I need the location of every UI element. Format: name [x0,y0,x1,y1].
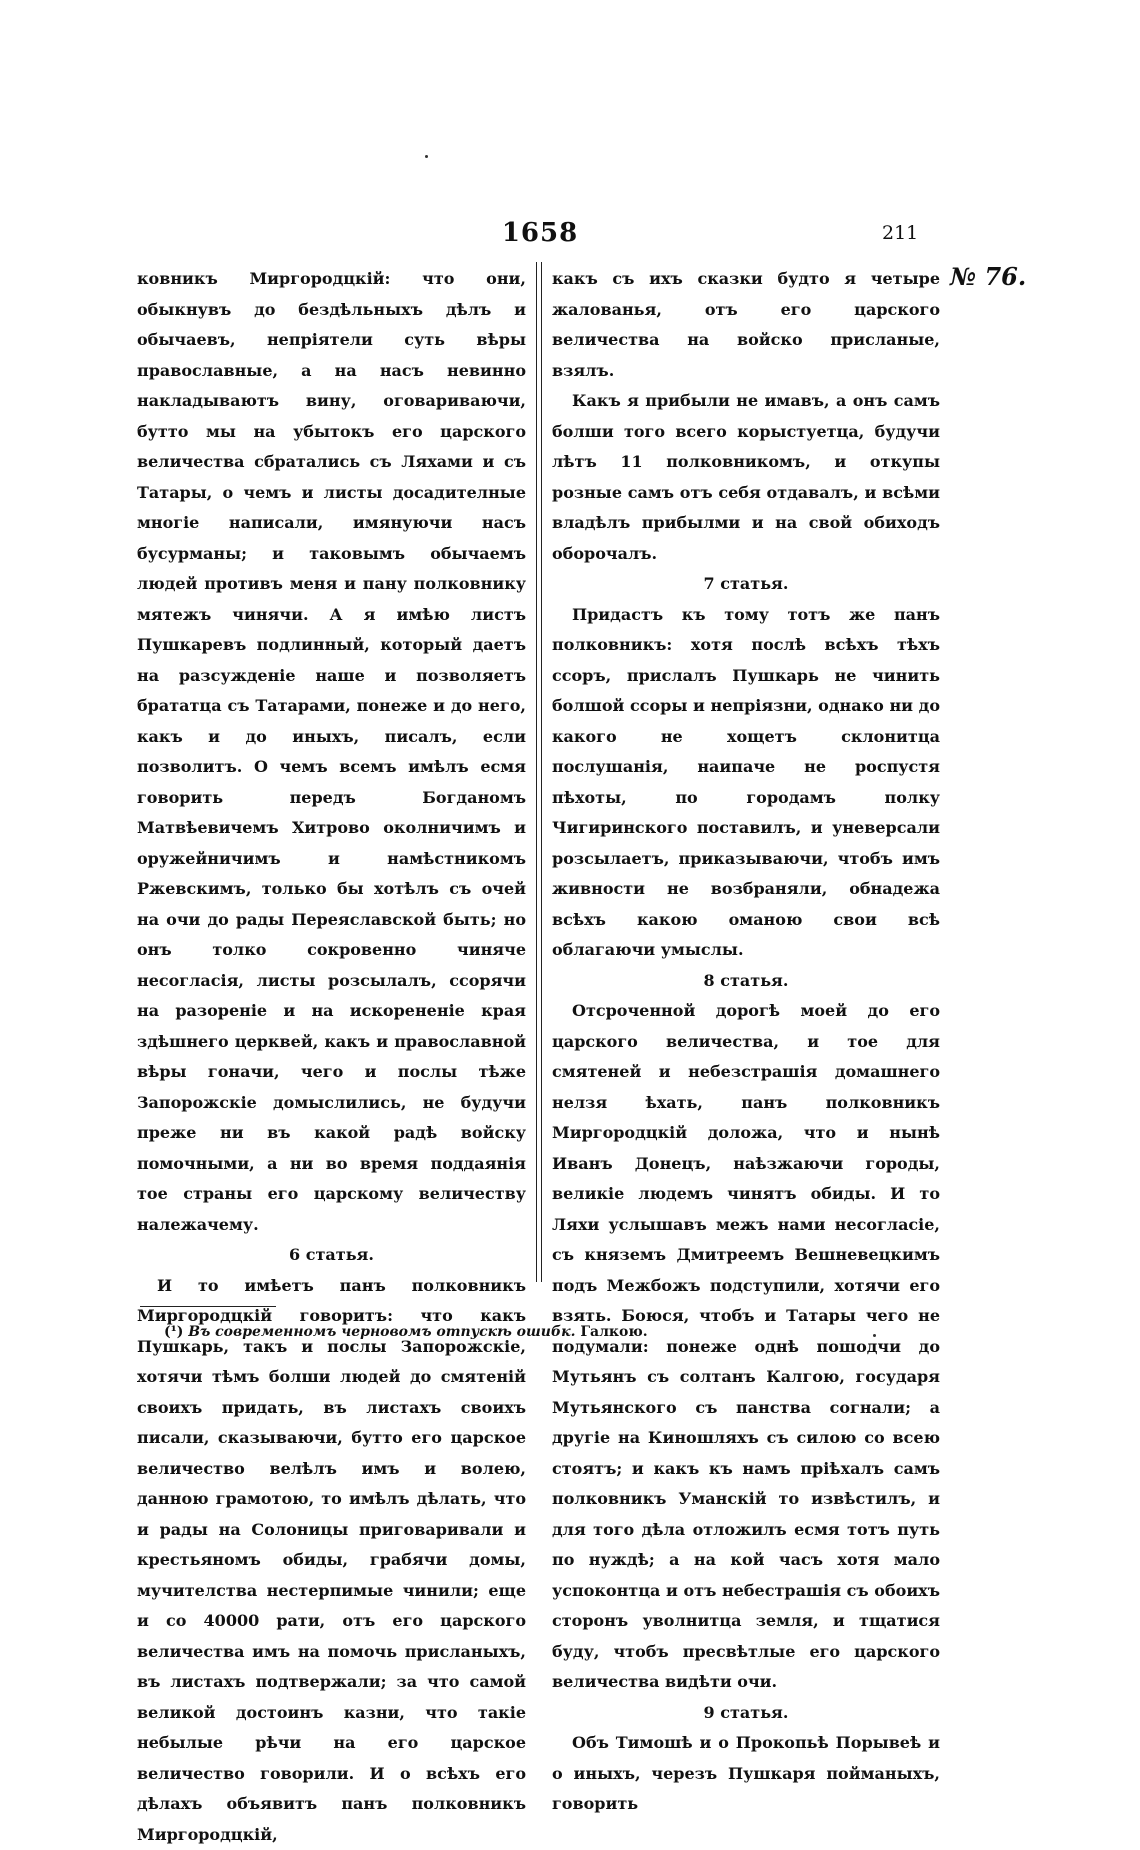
article-heading-8: 8 статья. [552,966,940,997]
page-number: 211 [882,222,918,244]
paragraph: Отсроченной дорогѣ моей до его царского величества, и тое для смятеней и небезстрашія домашнего нелзя ѣхать, панъ полковникъ Миргородцкій доложа, что и нынѣ Иванъ Донецъ, наѣзжаючи городы, великіе людемъ чинятъ обиды. И то Ляхи услышавъ межъ нами несогласіе, съ княземъ Дмитреемъ Вешневецкимъ подъ Межбожъ подступили, хотячи его взять. Боюся, чтобъ и Татары чего не подумали: понеже однѣ пошодчи до Мутьянъ съ солтанъ Калгою, государя Мутьянского съ панства согнали; а другіе на Киношляхъ съ силою со всею стоятъ; и какъ къ намъ пріѣхалъ самъ полковникъ Уманскій то извѣстилъ, и для того дѣла отложилъ есмя тотъ путь по нуждѣ; а на кой часъ хотя мало успоконтца и отъ небестрашія съ обоихъ сторонъ уволнитца земля, и тщатися буду, чтобъ пресвѣтлые его царского величества видѣти очи. [552,996,940,1698]
footnote-italic: Въ современномъ черновомъ отпускѣ ошибк. [188,1324,575,1340]
footnote-marker: (¹) [164,1324,183,1340]
paragraph: ковникъ Миргородцкій: что они, обыкнувъ до бездѣльныхъ дѣлъ и обычаевъ, непріятели суть вѣры православные, а на насъ невинно накладываютъ вину, оговариваючи, бутто мы на убытокъ его царского величества сбратались съ Ляхами и съ Татары, о чемъ и листы досадителные многіе написали, имянуючи насъ бусурманы; и таковымъ обычаемъ людей противъ меня и пану полковнику мятежъ чинячи. А я имѣю листъ Пушкаревъ подлинный, который даетъ на разсужденіе наше и позволяетъ брататца съ Татарами, понеже и до него, какъ и до иныхъ, писалъ, если позволитъ. О чемъ всемъ имѣлъ есмя говорить передъ Богданомъ Матвѣевичемъ Хитрово околничимъ и оружейничимъ и намѣстникомъ Ржевскимъ, только бы хотѣлъ съ очей на очи до рады Переяславской быть; но онъ толко сокровенно чиняче несогласія, листы розсылалъ, ссорячи на разореніе и на искорененіе края здѣшнего церквей, какъ и православной вѣры гоначи, чего и послы тѣже Запорожскіе домыслились, не будучи преже ни въ какой радѣ войску помочными, а ни во время поддаянія тое страны его царскому величеству належачему. [137,264,526,1240]
speck [425,155,428,158]
right-column [552,264,940,1820]
left-column [137,264,526,1850]
paragraph: И то имѣетъ панъ полковникъ Миргородцкій говоритъ: что какъ Пушкарь, такъ и послы Запорожскіе, хотячи тѣмъ болши людей до смятеній своихъ придать, въ листахъ своихъ писали, сказываючи, бутто его царское величество велѣлъ имъ и волею, данною грамотою, то имѣлъ дѣлать, что и рады на Солоницы приговаривали и крестьяномъ обиды, грабячи домы, мучителства нестерпимые чинили; еще и со 40000 рати, отъ его царского величества имъ на помочь присланыхъ, въ листахъ подтвержали; за что самой великой достоинъ казни, что такіе небылые рѣчи на его царское величество говорили. И о всѣхъ его дѣлахъ объявитъ панъ полковникъ Миргородцкій, [137,1271,526,1850]
article-heading-6: 6 статья. [137,1240,526,1271]
footnote-text: Галкою. [580,1324,647,1340]
running-head-year: 1658 [480,218,600,248]
article-heading-7: 7 статья. [552,569,940,600]
paragraph: какъ съ ихъ сказки будто я четыре жалованья, отъ его царского величества на войско присланые, взялъ. [552,264,940,386]
footnote-rule [140,1306,276,1307]
paragraph: Какъ я прибыли не имавъ, а онъ самъ болши того всего корыстуетца, будучи лѣтъ 11 полковникомъ, и откупы розные самъ отъ себя отдавалъ, и всѣми владѣлъ прибылми и на свой обиходъ оборочалъ. [552,386,940,569]
article-heading-9: 9 статья. [552,1698,940,1729]
document-number: № 76. [950,262,1026,291]
footnote [164,1324,648,1340]
column-divider [536,262,542,1282]
paragraph: Придастъ къ тому тотъ же панъ полковникъ: хотя послѣ всѣхъ тѣхъ ссоръ, прислалъ Пушкарь не чинить болшой ссоры и непріязни, однако ни до какого не хощетъ склонитца послушанія, наипаче не роспустя пѣхоты, по городамъ полку Чигиринского поставилъ, и уневерсали розсылаетъ, приказываючи, чтобъ имъ живности не возбраняли, обнадежа всѣхъ какою оманою свои всѣ облагаючи умыслы. [552,600,940,966]
paragraph: Объ Тимошѣ и о Прокопьѣ Порывеѣ и о иныхъ, черезъ Пушкаря пойманыхъ, говорить [552,1728,940,1820]
speck [873,1334,876,1337]
